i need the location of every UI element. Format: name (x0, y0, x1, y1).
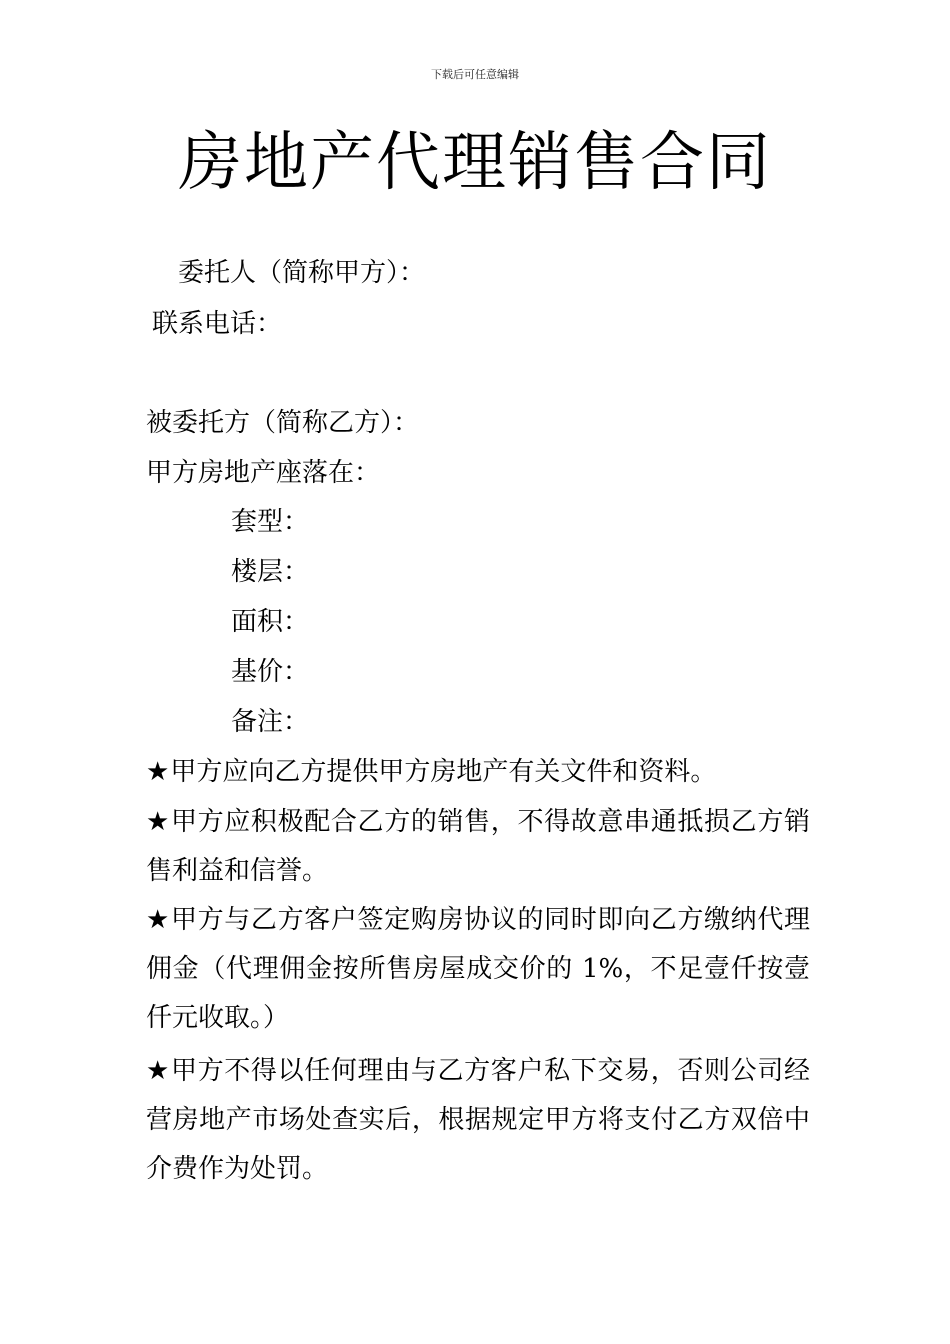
star-icon: ★ (146, 807, 170, 837)
clause-4 (146, 1047, 810, 1194)
property-location-label: 甲方房地产座落在： (146, 458, 381, 488)
star-icon: ★ (146, 905, 170, 935)
clause-text: 甲方与乙方客户签定购房协议的同时即向乙方缴纳代理佣金（代理佣金按所售房屋成交价的 1%，不足壹仟按壹仟元收取。） (146, 905, 810, 1033)
clause-2 (146, 798, 810, 896)
clause-text: 甲方不得以任何理由与乙方客户私下交易，否则公司经营房地产市场处查实后，根据规定甲方将支付乙方双倍中介费作为处罚。 (146, 1056, 810, 1184)
base-price-label: 基价： (231, 657, 310, 687)
floor-label: 楼层： (231, 557, 310, 587)
clause-text: 甲方应向乙方提供甲方房地产有关文件和资料。 (170, 757, 717, 787)
unit-type-label: 套型： (231, 507, 310, 537)
star-icon: ★ (146, 757, 170, 787)
agent-field-label: 被委托方（简称乙方）： (146, 408, 420, 438)
area-label: 面积： (231, 607, 310, 637)
clause-3 (146, 896, 810, 1043)
star-icon: ★ (146, 1056, 170, 1086)
clause-1 (146, 748, 810, 797)
client-field-label: 委托人（简称甲方）： (178, 258, 426, 288)
remarks-label: 备注： (231, 707, 310, 737)
clause-text: 甲方应积极配合乙方的销售，不得故意串通抵损乙方销售利益和信誉。 (146, 807, 810, 886)
document-title: 房地产代理销售合同 (178, 126, 772, 200)
header-note: 下载后可任意编辑 (431, 68, 519, 81)
phone-field-label: 联系电话： (152, 309, 283, 339)
